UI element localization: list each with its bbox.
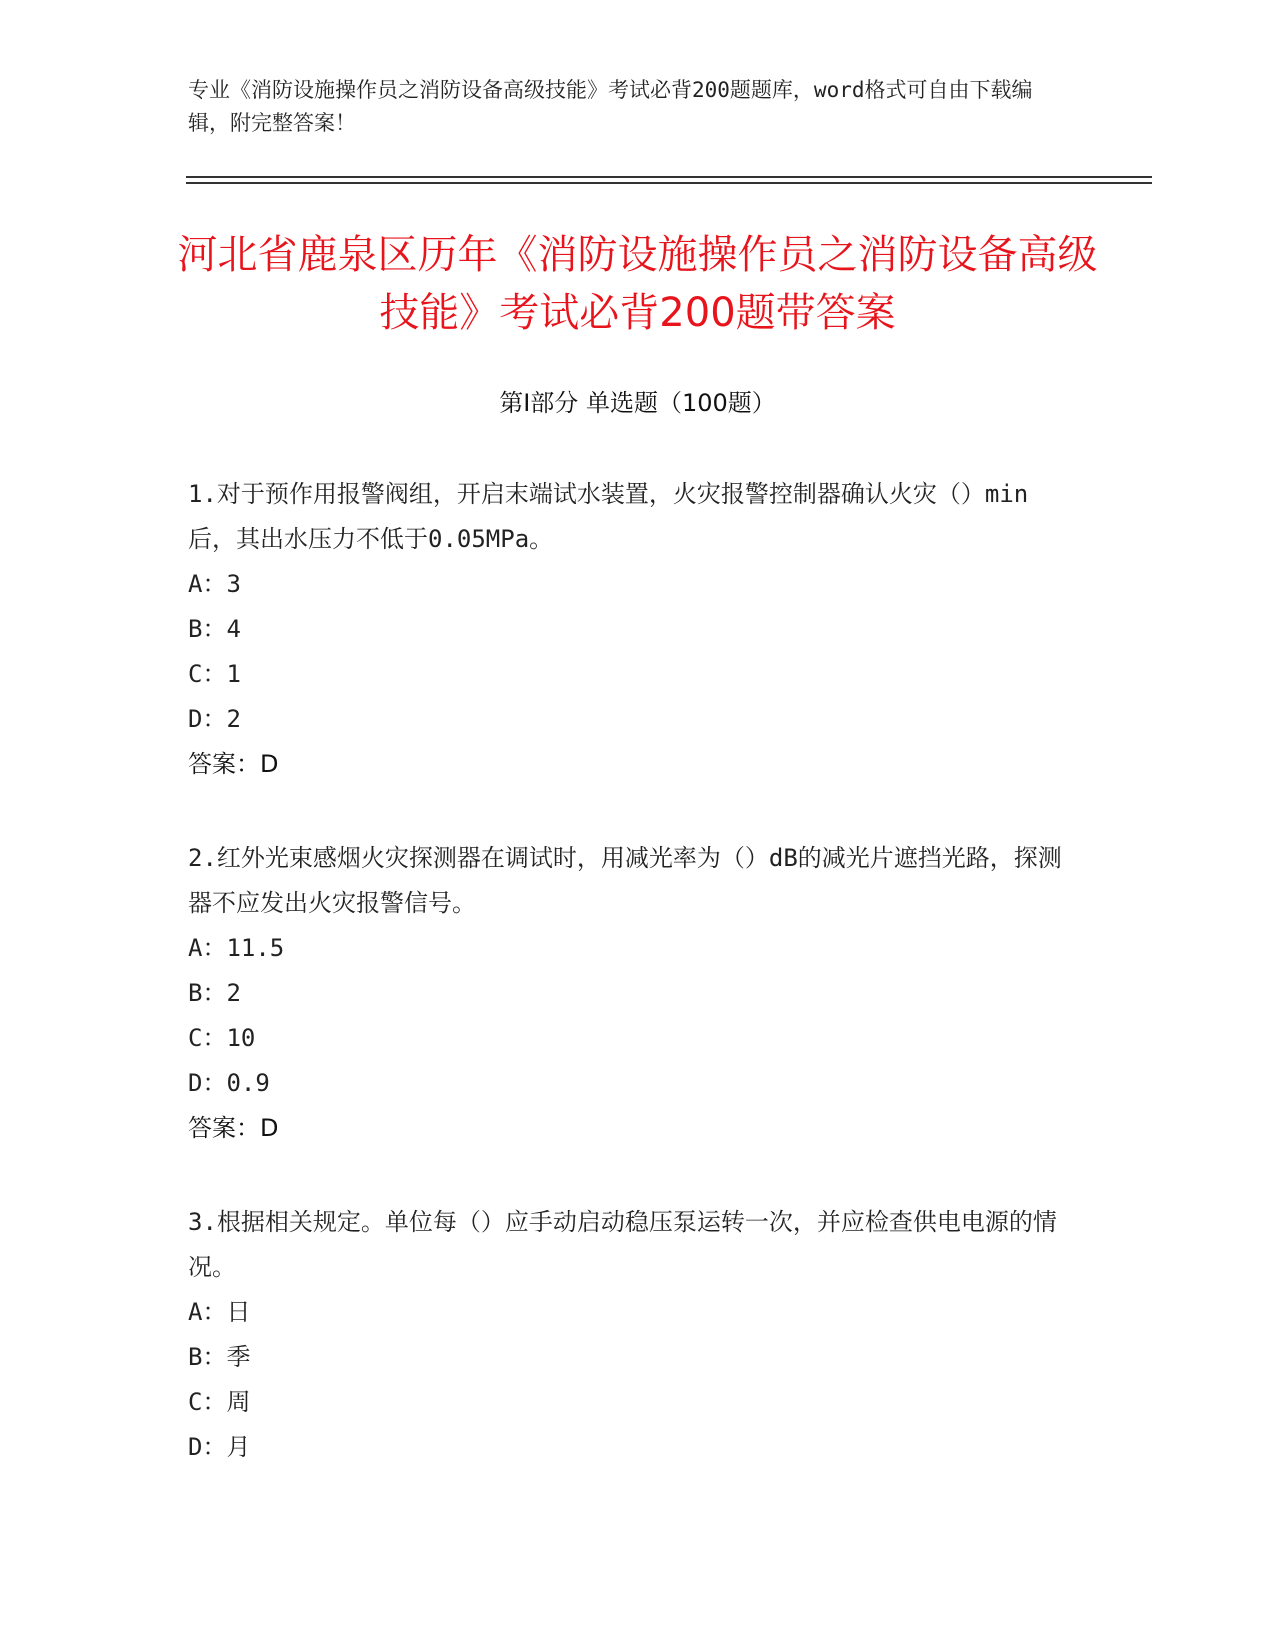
question-stem: 3.根据相关规定。单位每（）应手动启动稳压泵运转一次，并应检查供电电源的情况。 (188, 1208, 1057, 1281)
question-stem: 1.对于预作用报警阀组，开启末端试水装置，火灾报警控制器确认火灾（）min后，其出水压力不低于0.05MPa。 (188, 480, 1029, 553)
option-a: A：日 (188, 1298, 251, 1326)
answer: 答案：D (188, 1114, 279, 1142)
section-heading: 第I部分 单选题（100题） (499, 389, 776, 417)
option-c: C：10 (188, 1024, 256, 1052)
option-b: B：2 (188, 979, 241, 1007)
header-divider (186, 176, 1152, 178)
option-b: B：季 (188, 1343, 251, 1371)
option-b: B：4 (188, 615, 241, 643)
question-1 (188, 472, 1068, 787)
option-a: A：11.5 (188, 934, 285, 962)
header-divider-secondary (186, 182, 1152, 184)
header-note: 专业《消防设施操作员之消防设备高级技能》考试必背200题题库，word格式可自由下载编辑，附完整答案！ (188, 78, 1033, 135)
question-2 (188, 836, 1068, 1151)
option-a: A：3 (188, 570, 241, 598)
option-c: C：周 (188, 1388, 251, 1416)
option-c: C：1 (188, 660, 241, 688)
answer: 答案：D (188, 750, 279, 778)
question-stem: 2.红外光束感烟火灾探测器在调试时，用减光率为（）dB的减光片遮挡光路，探测器不应发出火灾报警信号。 (188, 844, 1062, 917)
option-d: D：2 (188, 705, 241, 733)
option-d: D：月 (188, 1433, 251, 1461)
document-title: 河北省鹿泉区历年《消防设施操作员之消防设备高级技能》考试必背200题带答案 (177, 232, 1098, 336)
question-3 (188, 1200, 1068, 1470)
option-d: D：0.9 (188, 1069, 270, 1097)
